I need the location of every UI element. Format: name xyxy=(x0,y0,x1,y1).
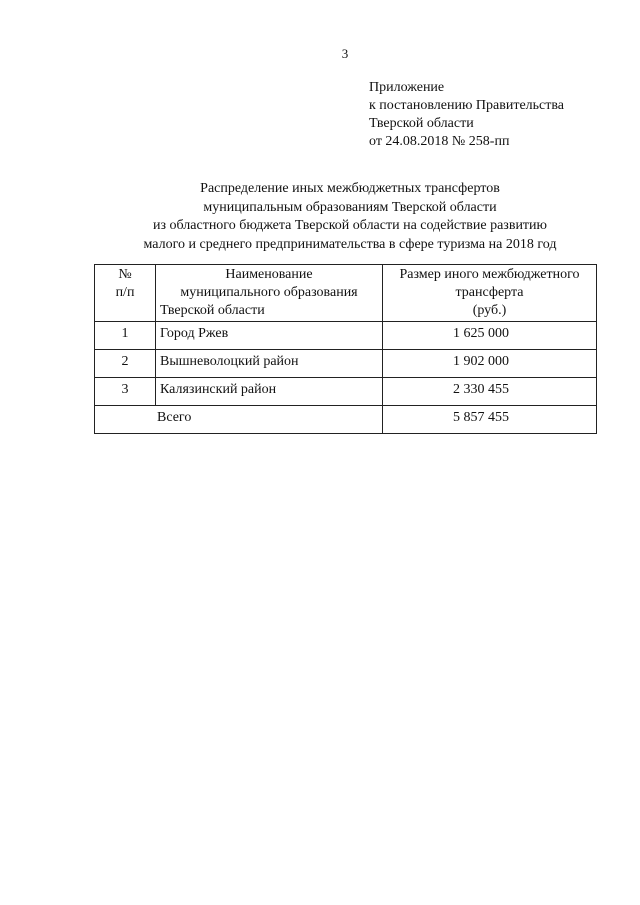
table-row xyxy=(95,378,597,406)
document-title xyxy=(40,180,640,254)
header-number: № п/п xyxy=(95,265,156,322)
header-municipality: Наименование муниципального образования Тверской области xyxy=(156,265,383,322)
total-amount: 5 857 455 xyxy=(383,406,597,434)
row-amount: 2 330 455 xyxy=(383,378,597,406)
page-number: 3 xyxy=(341,46,349,61)
row-amount: 1 625 000 xyxy=(383,322,597,350)
row-number: 2 xyxy=(95,350,156,378)
row-municipality: Вышневолоцкий район xyxy=(156,350,383,378)
table-header-row xyxy=(95,265,597,322)
annex-line: к постановлению Правительства xyxy=(369,98,565,113)
title-line: из областного бюджета Тверской области на содействие развитию xyxy=(152,218,548,233)
annex-line: Тверской области xyxy=(369,116,474,131)
title-line: Распределение иных межбюджетных трансфертов xyxy=(200,181,500,196)
header-amount: Размер иного межбюджетного трансферта (руб.) xyxy=(383,265,597,322)
total-label: Всего xyxy=(95,406,383,434)
annex-line: Приложение xyxy=(369,80,445,95)
table-total-row xyxy=(95,406,597,434)
row-number: 1 xyxy=(95,322,156,350)
annex-block xyxy=(369,79,564,151)
table-row xyxy=(95,350,597,378)
row-municipality: Город Ржев xyxy=(156,322,383,350)
table-row xyxy=(95,322,597,350)
row-amount: 1 902 000 xyxy=(383,350,597,378)
transfers-table xyxy=(94,264,597,434)
annex-date-line: от 24.08.2018 № 258-пп xyxy=(369,134,510,149)
title-line: муниципальным образованиям Тверской области xyxy=(203,199,497,215)
title-line: малого и среднего предпринимательства в сфере туризма на 2018 год xyxy=(143,236,557,252)
row-municipality: Калязинский район xyxy=(156,378,383,406)
row-number: 3 xyxy=(95,378,156,406)
